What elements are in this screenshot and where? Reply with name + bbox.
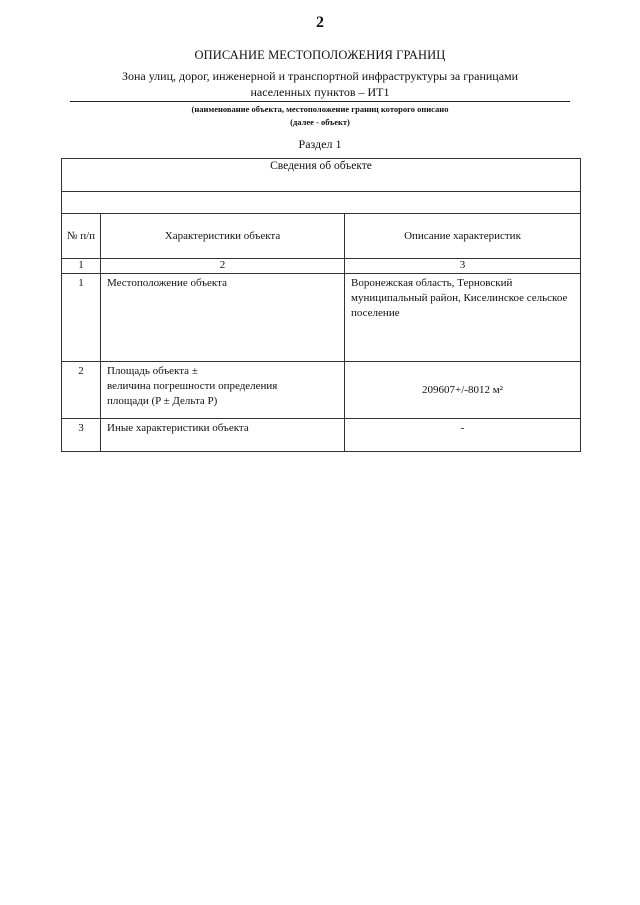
object-name-underline xyxy=(70,101,570,102)
blank-cell xyxy=(62,192,581,214)
document-title: ОПИСАНИЕ МЕСТОПОЛОЖЕНИЯ ГРАНИЦ xyxy=(194,48,446,62)
col-index-1: 1 xyxy=(62,259,101,274)
page-number: 2 xyxy=(316,14,324,31)
col-header-no: № п/п xyxy=(62,214,101,259)
col-header-description: Описание характеристик xyxy=(345,214,581,259)
caption-line-2: (далее - объект) xyxy=(290,117,350,127)
row-number: 3 xyxy=(62,419,101,452)
row-number: 2 xyxy=(62,362,101,419)
row-number: 1 xyxy=(62,274,101,362)
table-blank-row xyxy=(62,192,581,214)
column-headers-row xyxy=(62,214,581,259)
object-name-caption xyxy=(70,103,570,129)
table-header-row xyxy=(62,159,581,192)
row-description: Воронежская область, Терновский муниципальный район, Киселинское сельское поселение xyxy=(345,274,581,362)
object-name xyxy=(70,68,570,100)
row-characteristic xyxy=(101,274,345,362)
row-description: 209607+/-8012 м² xyxy=(345,362,581,419)
characteristic-line: Иные характеристики объекта xyxy=(107,422,249,434)
object-name-line-2: населенных пунктов – ИТ1 xyxy=(250,85,390,99)
table-row xyxy=(62,362,581,419)
col-header-characteristics: Характеристики объекта xyxy=(101,214,345,259)
table-row xyxy=(62,419,581,452)
column-index-row xyxy=(62,259,581,274)
col-index-3: 3 xyxy=(345,259,581,274)
table-row xyxy=(62,274,581,362)
section-label: Раздел 1 xyxy=(298,137,342,151)
characteristic-line: площади (P ± Дельта P) xyxy=(107,395,218,407)
row-characteristic xyxy=(101,362,345,419)
caption-line-1: (наименование объекта, местоположение границ которого описано xyxy=(191,104,449,114)
table-header: Сведения об объекте xyxy=(62,159,581,192)
characteristic-line: Площадь объекта ± xyxy=(107,365,198,377)
object-info-table xyxy=(61,158,581,452)
row-description: - xyxy=(345,419,581,452)
object-name-line-1: Зона улиц, дорог, инженерной и транспортной инфраструктуры за границами xyxy=(121,69,519,83)
col-index-2: 2 xyxy=(101,259,345,274)
characteristic-line: величина погрешности определения xyxy=(107,380,278,392)
row-characteristic xyxy=(101,419,345,452)
characteristic-line: Местоположение объекта xyxy=(107,277,227,289)
